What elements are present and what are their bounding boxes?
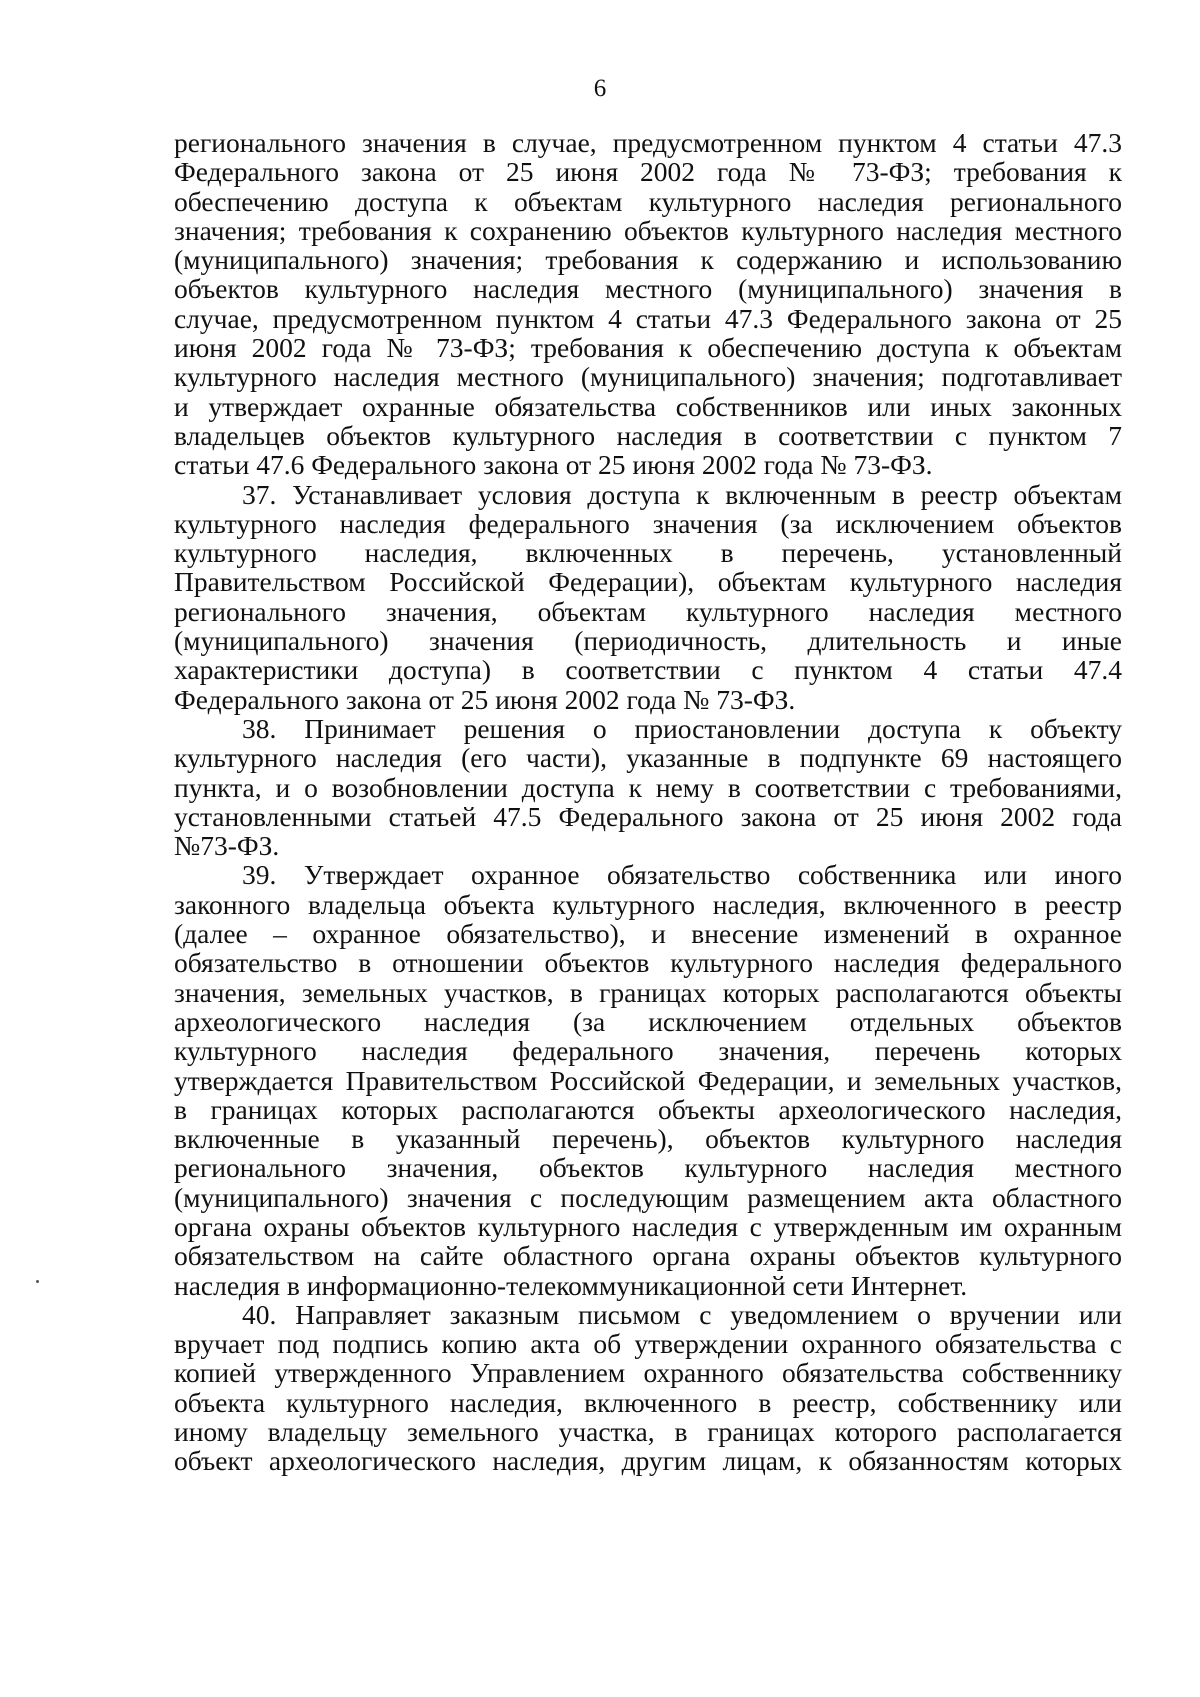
text-line: 39. Утверждает охранное обязательство собственника или иного	[242, 859, 1122, 891]
text-line: июня 2002 года № 73-ФЗ; требования к обеспечению доступа к объектам	[174, 332, 1122, 364]
text-line: культурного наследия (его части), указанные в подпункте 69 настоящего	[174, 742, 1122, 774]
text-line: Федерального закона от 25 июня 2002 года № 73-ФЗ; требования к	[174, 156, 1122, 188]
text-line: культурного наследия федерального значения, перечень которых	[174, 1035, 1122, 1067]
text-line: случае, предусмотренном пунктом 4 статьи 47.3 Федерального закона от 25	[174, 302, 1122, 334]
text-line: культурного наследия местного (муниципального) значения; подготавливает	[174, 361, 1122, 393]
text-line: установленными статьей 47.5 Федерального закона от 25 июня 2002 года	[174, 800, 1122, 832]
text-line: законного владельца объекта культурного наследия, включенного в реестр	[174, 888, 1122, 920]
text-line: копией утвержденного Управлением охранного обязательства собственнику	[174, 1357, 1122, 1389]
text-line: утверждается Правительством Российской Федерации, и земельных участков,	[174, 1064, 1122, 1096]
paragraph-p37	[174, 480, 1122, 714]
text-line: обязательство в отношении объектов культурного наследия федерального	[174, 947, 1122, 979]
paragraph-p40	[174, 1300, 1122, 1476]
text-line: значения, земельных участков, в границах которых располагаются объекты	[174, 976, 1122, 1008]
text-line: обеспечению доступа к объектам культурного наследия регионального	[174, 185, 1122, 217]
text-line: (муниципального) значения (периодичность, длительность и иные	[174, 625, 1122, 657]
text-line: обязательством на сайте областного органа охраны объектов культурного	[174, 1240, 1122, 1272]
page-number: 6	[593, 75, 607, 102]
text-line: 37. Устанавливает условия доступа к включенным в реестр объектам	[242, 478, 1122, 510]
text-line: 38. Принимает решения о приостановлении доступа к объекту	[242, 712, 1122, 744]
text-line: (муниципального) значения с последующим размещением акта областного	[174, 1181, 1122, 1213]
text-line: органа охраны объектов культурного наследия с утвержденным им охранным	[174, 1210, 1122, 1242]
text-line: объект археологического наследия, другим лицам, к обязанностям которых	[174, 1445, 1122, 1477]
text-line: в границах которых располагаются объекты археологического наследия,	[174, 1093, 1122, 1125]
paragraph-cont	[174, 128, 1122, 480]
text-line: характеристики доступа) в соответствии с пунктом 4 статьи 47.4	[174, 654, 1122, 686]
text-line: Правительством Российской Федерации), объектам культурного наследия	[174, 566, 1122, 598]
text-line: (далее – охранное обязательство), и внесение изменений в охранное	[174, 918, 1122, 950]
text-line: статьи 47.6 Федерального закона от 25 июня 2002 года № 73-ФЗ.	[174, 449, 933, 481]
text-line: №73-ФЗ.	[174, 830, 280, 862]
paragraph-p38	[174, 714, 1122, 860]
document-body	[174, 128, 1122, 1476]
text-line: Федерального закона от 25 июня 2002 года № 73-ФЗ.	[174, 683, 796, 715]
text-line: регионального значения в случае, предусмотренном пунктом 4 статьи 47.3	[174, 127, 1122, 158]
text-line: 40. Направляет заказным письмом с уведомлением о вручении или	[242, 1298, 1122, 1330]
text-line: регионального значения, объектам культурного наследия местного	[174, 595, 1122, 627]
text-line: вручает под подпись копию акта об утверждении охранного обязательства с	[174, 1328, 1122, 1360]
text-line: пункта, и о возобновлении доступа к нему в соответствии с требованиями,	[174, 771, 1122, 803]
text-line: наследия в информационно-телекоммуникационной сети Интернет.	[174, 1269, 968, 1301]
text-line: культурного наследия федерального значения (за исключением объектов	[174, 507, 1122, 539]
text-line: культурного наследия, включенных в перечень, установленный	[174, 537, 1122, 569]
text-line: регионального значения, объектов культурного наследия местного	[174, 1152, 1122, 1184]
text-line: и утверждает охранные обязательства собственников или иных законных	[174, 390, 1122, 422]
text-line: объекта культурного наследия, включенного в реестр, собственнику или	[174, 1386, 1122, 1418]
paragraph-p39	[174, 860, 1122, 1299]
text-line: владельцев объектов культурного наследия в соответствии с пунктом 7	[174, 419, 1122, 451]
text-line: иному владельцу земельного участка, в границах которого располагается	[174, 1416, 1122, 1448]
scan-speck	[36, 1280, 39, 1283]
text-line: (муниципального) значения; требования к содержанию и использованию	[174, 244, 1122, 276]
text-line: археологического наследия (за исключением отдельных объектов	[174, 1005, 1122, 1037]
text-line: объектов культурного наследия местного (муниципального) значения в	[174, 273, 1122, 305]
text-line: значения; требования к сохранению объектов культурного наследия местного	[174, 214, 1122, 246]
text-line: включенные в указанный перечень), объектов культурного наследия	[174, 1123, 1122, 1155]
